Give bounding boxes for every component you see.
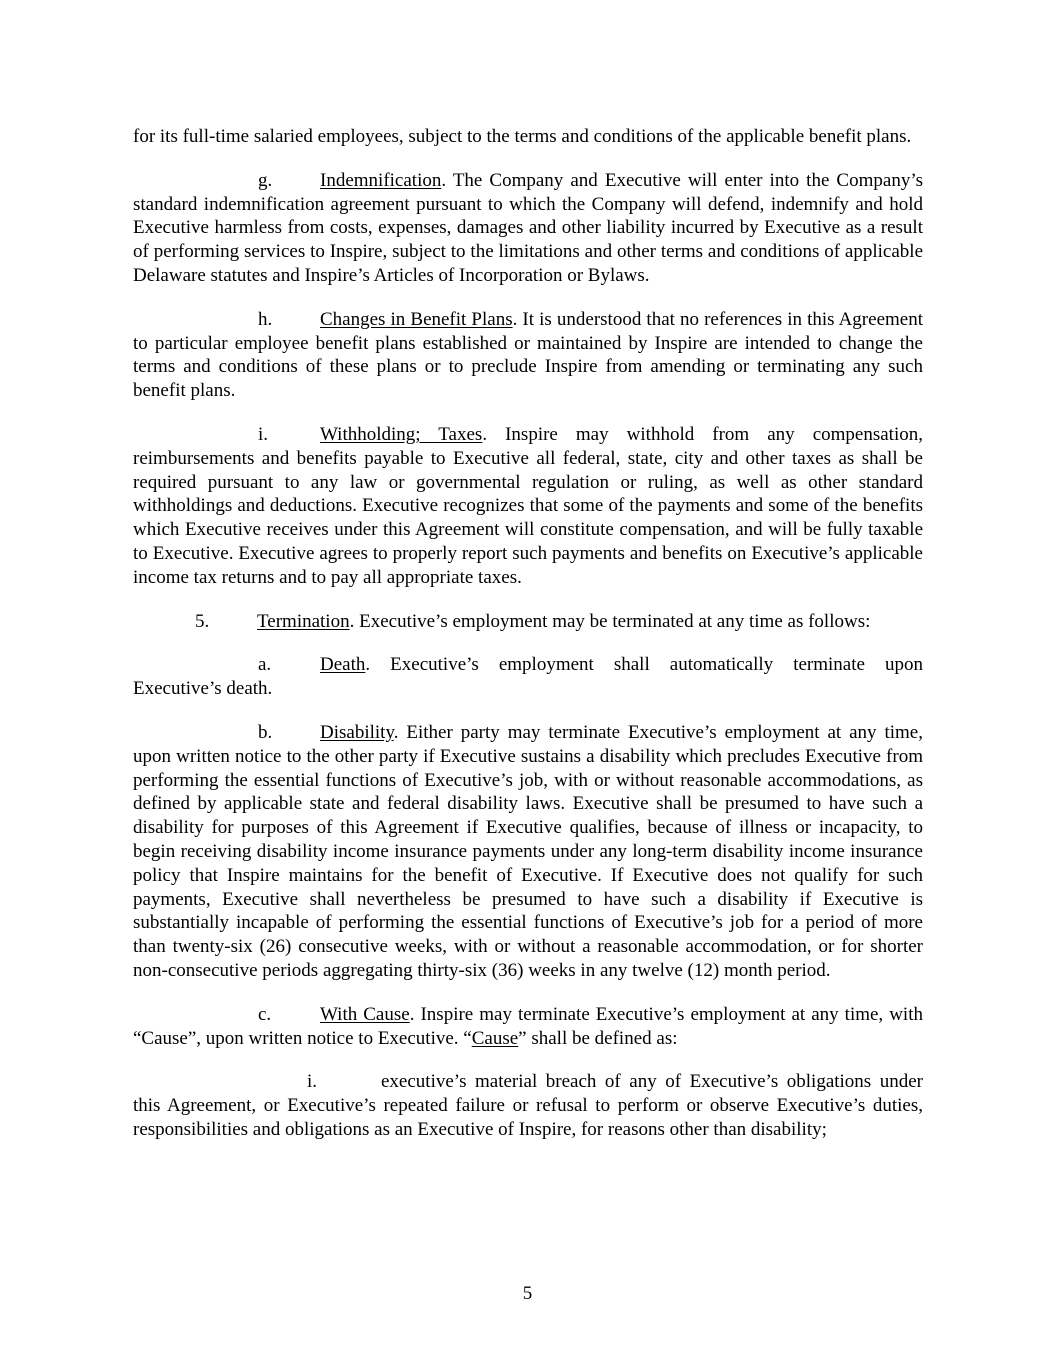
section-label: i. bbox=[307, 1071, 318, 1093]
paragraph-text: ” shall be defined as: bbox=[518, 1027, 678, 1049]
section-heading: Indemnification bbox=[320, 169, 442, 191]
paragraph-h-changes-in-benefit-plans bbox=[133, 308, 923, 403]
section-heading: Withholding; Taxes bbox=[320, 423, 483, 445]
section-label: g. bbox=[258, 169, 273, 191]
paragraph-a-death bbox=[133, 653, 923, 701]
paragraph-benefit-plans-continued bbox=[133, 125, 923, 149]
paragraph-text: . Inspire may terminate Executive’s employment at any time, with “Cause”, upon written notice to Executive. “ bbox=[133, 1003, 923, 1049]
section-heading: Death bbox=[320, 654, 366, 676]
paragraph-i-withholding-taxes bbox=[133, 423, 923, 590]
section-heading: Disability bbox=[320, 721, 394, 743]
paragraph-text: . Executive’s employment shall automatically terminate upon Executive’s death. bbox=[133, 654, 923, 700]
paragraph-g-indemnification bbox=[133, 169, 923, 288]
section-heading: With Cause bbox=[320, 1003, 410, 1025]
paragraph-text: . Inspire may withhold from any compensation, reimbursements and benefits payable to Executive all federal, state, city and other taxes as shall be required pursuant to any law or governmental regulation or ruling, as well as other standard withholdings and deductions. Executive recognizes that some of the payments and some of the benefits which Executive receives under this Agreement will constitute compensation, and will be fully taxable to Executive. Executive agrees to properly report such payments and benefits on Executive’s applicable income tax returns and to pay all appropriate taxes. bbox=[133, 423, 923, 588]
paragraph-b-disability bbox=[133, 721, 923, 983]
section-label: h. bbox=[258, 308, 273, 330]
paragraph-text: . The Company and Executive will enter into the Company’s standard indemnification agreement pursuant to which the Company will defend, indemnify and hold Executive harmless from costs, expenses, damages and other liability incurred by Executive as a result of performing services to Inspire, subject to the limitations and other terms and conditions of applicable Delaware statutes and Inspire’s Articles of Incorporation or Bylaws. bbox=[133, 169, 923, 286]
document-page bbox=[133, 125, 923, 1142]
section-label: a. bbox=[258, 654, 272, 676]
paragraph-c-with-cause bbox=[133, 1003, 923, 1051]
paragraph-5-termination bbox=[133, 610, 923, 634]
section-label: i. bbox=[258, 423, 269, 445]
section-heading: Changes in Benefit Plans bbox=[320, 308, 513, 330]
defined-term-cause: Cause bbox=[471, 1027, 519, 1049]
paragraph-text: executive’s material breach of any of Executive’s obligations under this Agreement, or Executive’s repeated failure or refusal to perform or observe Executive’s duties, responsibilities and obligations as an Executive of Inspire, for reasons other than disability; bbox=[133, 1071, 923, 1140]
paragraph-c-i-material-breach bbox=[133, 1070, 923, 1141]
section-label: c. bbox=[258, 1003, 272, 1025]
paragraph-text: . Either party may terminate Executive’s employment at any time, upon written notice to the other party if Executive sustains a disability which precludes Executive from performing the essential functions of Executive’s job, with or without reasonable accommodations, as defined by applicable state and federal disability laws. Executive shall be presumed to have such a disability for purposes of this Agreement if Executive qualifies, because of illness or incapacity, to begin receiving disability income insurance payments under any long-term disability income insurance policy that Inspire maintains for the benefit of Executive. If Executive does not qualify for such payments, Executive shall nevertheless be presumed to have such a disability if Executive is substantially incapable of performing the essential functions of Executive’s job for a period of more than twenty-six (26) consecutive weeks, with or without a reasonable accommodation, or for shorter non-consecutive periods aggregating thirty-six (36) weeks in any twelve (12) month period. bbox=[133, 721, 923, 981]
paragraph-text: for its full-time salaried employees, subject to the terms and conditions of the applicable benefit plans. bbox=[133, 126, 912, 147]
section-label: 5. bbox=[195, 610, 210, 632]
page-number: 5 bbox=[522, 1283, 533, 1304]
paragraph-text: . Executive’s employment may be terminated at any time as follows: bbox=[349, 610, 871, 632]
section-label: b. bbox=[258, 721, 273, 743]
paragraph-text: . It is understood that no references in this Agreement to particular employee benefit plans established or maintained by Inspire are intended to change the terms and conditions of these plans or to preclude Inspire from amending or terminating any such benefit plans. bbox=[133, 308, 923, 402]
section-heading: Termination bbox=[257, 610, 350, 632]
